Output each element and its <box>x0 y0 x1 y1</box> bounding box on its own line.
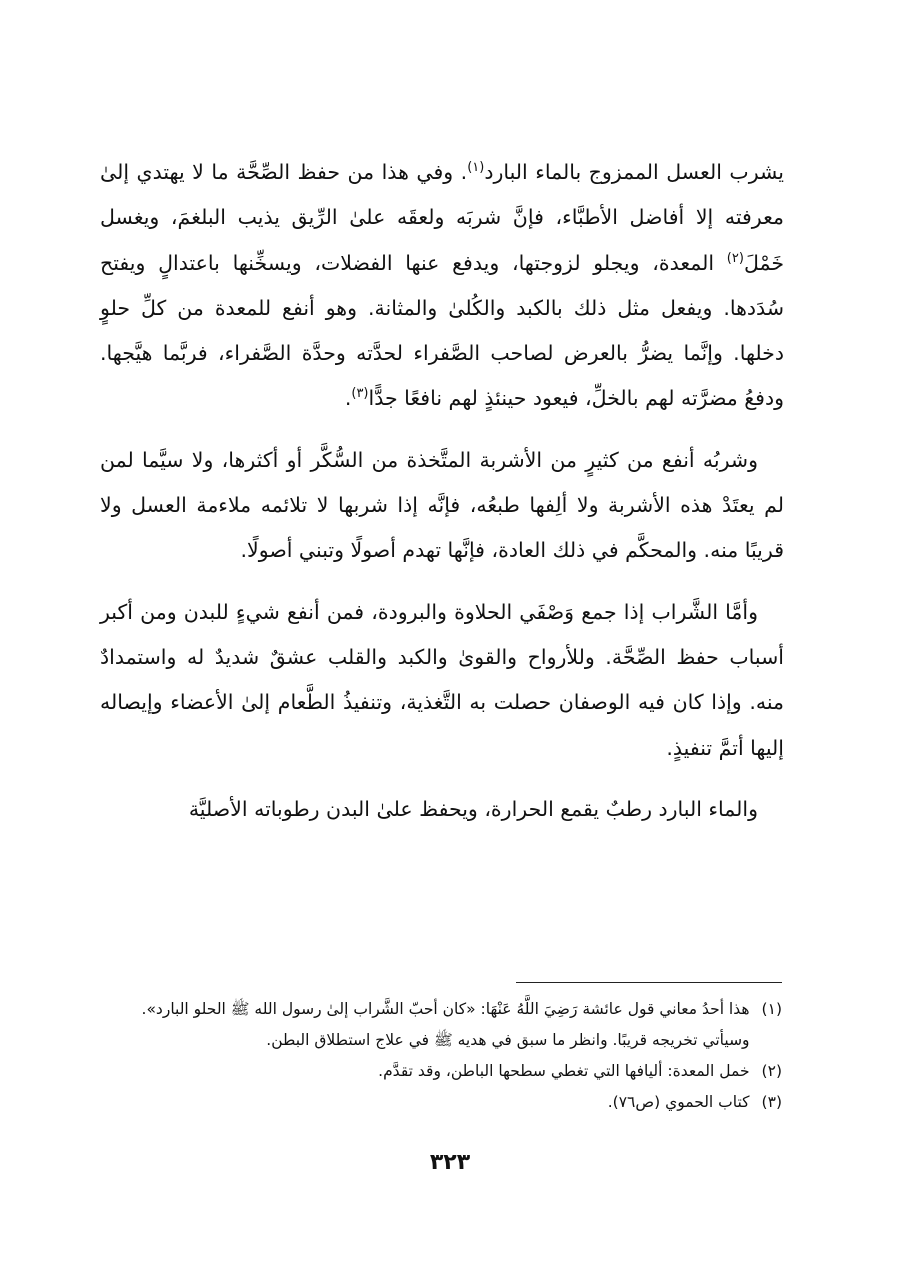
main-text <box>100 150 784 832</box>
paragraph-2 <box>100 438 784 574</box>
footnote-divider <box>516 982 782 983</box>
footnote-ref-3: (٣) <box>351 386 369 402</box>
footnote-text: خمل المعدة: أليافها التي تغطي سطحها الباطن، وقد تقدَّم. <box>378 1062 750 1080</box>
footnote-2 <box>100 1056 782 1087</box>
footnote-3 <box>100 1087 782 1118</box>
text-segment: والماء البارد رطبٌ يقمع الحرارة، ويحفظ علىٰ البدن رطوباته الأصليَّة <box>188 796 758 821</box>
text-segment: . <box>344 386 352 411</box>
paragraph-1 <box>100 150 784 422</box>
footnote-number: (٣) <box>761 1093 782 1111</box>
footnote-text: كتاب الحموي (ص٧٦). <box>607 1093 750 1111</box>
text-segment: وأمَّا الشَّراب إذا جمع وَصْفَي الحلاوة والبرودة، فمن أنفع شيءٍ للبدن ومن أكبر أسباب حفظ الصِّحَّة. وللأرواح والقوىٰ والكبد والقلب عشقٌ شديدٌ له واستمدادٌ منه. وإذا كان فيه الوصفان حصلت به التَّغذية، وتنفيذُ الطَّعام إلىٰ الأعضاء وإيصاله إليها أتمَّ تنفيذٍ. <box>100 599 784 760</box>
text-segment: يشرب العسل الممزوج بالماء البارد <box>484 160 784 184</box>
paragraph-4 <box>100 787 784 832</box>
footnotes <box>100 994 782 1118</box>
page-number: ٣٢٣ <box>429 1150 471 1175</box>
text-segment: المعدة، ويجلو لزوجتها، ويدفع عنها الفضلات، ويسخِّنها باعتدالٍ ويفتح سُدَدها. ويفعل مثل ذلك بالكبد والكُلىٰ والمثانة. وهو أنفع للمعدة من كلِّ حلوٍ دخلها. وإنَّما يضرُّ بالعرض لصاحب الصَّفراء لحدَّته وحدَّة الصَّفراء، فربَّما هيَّجها. ودفعُ مضرَّته لهم بالخلِّ، فيعود حينئذٍ لهم نافعًا جدًّا <box>100 250 784 411</box>
paragraph-3 <box>100 590 784 771</box>
footnote-ref-1: (١) <box>467 160 485 176</box>
footnote-number: (١) <box>761 1000 782 1018</box>
text-segment: . وفي هذا من حفظ الصِّحَّة ما لا يهتدي إلىٰ معرفته إلا أفاضل الأطبَّاء، فإنَّ شربَه ولعقَه علىٰ الرِّيق يذيب البلغمَ، ويغسل خَمْلَ <box>100 160 784 275</box>
text-segment: وشربُه أنفع من كثيرٍ من الأشربة المتَّخذة من السُّكَّر أو أكثرها، ولا سيَّما لمن لم يعتَدْ هذه الأشربة ولا ألِفها طبعُه، فإنَّه إذا شربها لا تلائمه ملاءمة العسل ولا قريبًا منه. والمحكَّم في ذلك العادة، فإنَّها تهدم أصولًا وتبني أصولًا. <box>100 447 784 563</box>
footnote-ref-2: (٢) <box>726 250 744 266</box>
footnote-number: (٢) <box>761 1062 782 1080</box>
footnote-text: هذا أحدُ معاني قول عائشة رَضِيَ اللَّهُ عَنْهَا: «كان أحبّ الشَّراب إلىٰ رسول الله ﷺ الحلو البارد». وسيأتي تخريجه قريبًا. وانظر ما سبق في هديه ﷺ في علاج استطلاق البطن. <box>141 1000 750 1049</box>
footnote-1 <box>100 994 782 1056</box>
